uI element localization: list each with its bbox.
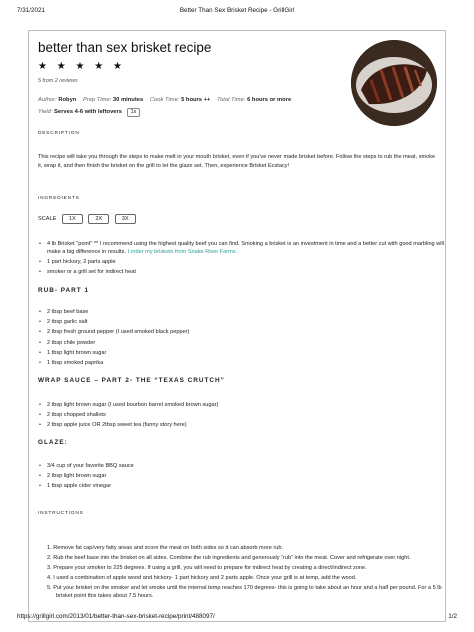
instructions-list [38,544,447,602]
list-item: • 1 tbsp light brown sugar [47,349,447,357]
author-value: Robyn [58,97,77,103]
yield-value: Serves 4-6 with leftovers [54,109,123,115]
total-value: 6 hours or more [247,97,292,103]
description-text: This recipe will take you through the steps to make melt in your mouth brisket, even if you've never made brisket before. Follow the steps to rub the meat, smoke it, wrap it, and then finish the brisket on the grill to let the glaze set. Then, experience Brisket Ecstacy! [38,154,436,169]
list-item: • 2 tbsp chopped shallots [47,411,447,419]
cook-value: 5 hours ++ [181,97,211,103]
list-item: • smoker or a grill set for indirect heat [47,268,447,276]
cook-label: Cook Time: [149,97,180,103]
page-number: 1/2 [448,613,457,620]
scale-3x-button[interactable]: 3X [115,214,136,224]
yield-label: Yield: [38,109,53,115]
author-label: Author: [38,97,57,103]
yield-scale-button[interactable]: 1x [127,108,141,117]
print-title: Better Than Sex Brisket Recipe - GrillGirl [179,7,295,14]
page-url[interactable]: https://grillgirl.com/2013/01/better-than-sex-brisket-recipe/print/488097/ [17,613,215,620]
yield-row [38,108,140,117]
ingredient-list-main [38,240,447,279]
instruction-step: 5. Put your brisket on the smoker and let smoke until the internal temp reaches 170 degrees- this is going to take about an hour and a half per pound. For a 5 lb brisket point this takes about 7.5 hours. [47,585,442,599]
print-date: 7/31/2021 [17,7,46,14]
ingredient-list-wrap [38,401,447,432]
scale-label: SCALE [38,216,57,222]
list-item: • 2 tbsp light brown sugar (I used bourbon barrel smoked brown sugar) [47,401,447,409]
list-item: • 4 lb Brisket "point" ** I recommend using the highest quality beef you can find. Smoking a brisket is an investment in time and a better cut with good marbling will make a big difference in results. I order my briskets from Snake River Farms. [47,240,447,256]
list-item: • 3/4 cup of your favorite BBQ sauce [47,462,447,470]
instruction-step: 2. Rub the beef base into the brisket on all sides. Combine the rub ingredients and generously “rub” into the meat. Cover and refrigerate over night. [47,555,411,561]
list-item: • 2 tbsp chile powder [47,339,447,347]
glaze-heading: GLAZE: [38,439,68,446]
rub-heading: RUB- PART 1 [38,287,90,294]
prep-label: Prep Time: [83,97,112,103]
list-item: • 2 tbsp garlic salt [47,318,447,326]
scale-1x-button[interactable]: 1X [62,214,83,224]
snake-river-link[interactable]: I order my briskets from Snake River Farms. [127,249,238,255]
list-item: • 2 tbsp light brown sugar [47,472,447,480]
list-item: • 2 tbsp apple juice OR 2tbsp sweet tea (funny story here) [47,421,447,429]
scale-selector [38,214,140,224]
list-item: • 2 tbsp fresh ground pepper (I used smoked black pepper) [47,328,447,336]
wrap-heading: WRAP SAUCE – PART 2- THE “TEXAS CRUTCH” [38,377,225,384]
list-item: • 1 part hickory, 2 parts apple [47,258,447,266]
ingredient-list-rub [38,308,447,369]
rating-stars[interactable]: ★ ★ ★ ★ ★ [38,61,126,72]
instructions-heading: INSTRUCTIONS [38,511,84,516]
description-heading: DESCRIPTION [38,131,80,136]
recipe-title: better than sex brisket recipe [38,40,212,55]
list-item: • 1 tbsp apple cider vinegar [47,482,447,490]
prep-value: 30 minutes [112,97,144,103]
brisket-photo [351,40,437,126]
instruction-step: 3. Prepare your smoker to 225 degrees. If using a grill, you will need to prepare for indirect heat by creating a direct/indirect zone. [47,565,367,571]
recipe-meta [38,97,296,103]
rating-count: 5 from 2 reviews [38,78,78,84]
ingredients-heading: INGREDIENTS [38,196,80,201]
ingredient-list-glaze [38,462,447,493]
list-item: • 2 tbsp beef base [47,308,447,316]
list-item: • 1 tbsp smoked paprika [47,359,447,367]
instruction-step: 1. Remove fat cap/very fatty areas and score the meat on both sides so it can absorb more rub. [47,545,283,551]
instruction-step: 4. I used a combination of apple wood and hickory- 1 part hickory and 2 parts apple. Once your grill is at temp, add the wood. [47,575,357,581]
scale-2x-button[interactable]: 2X [88,214,109,224]
total-label: Total Time: [217,97,246,103]
